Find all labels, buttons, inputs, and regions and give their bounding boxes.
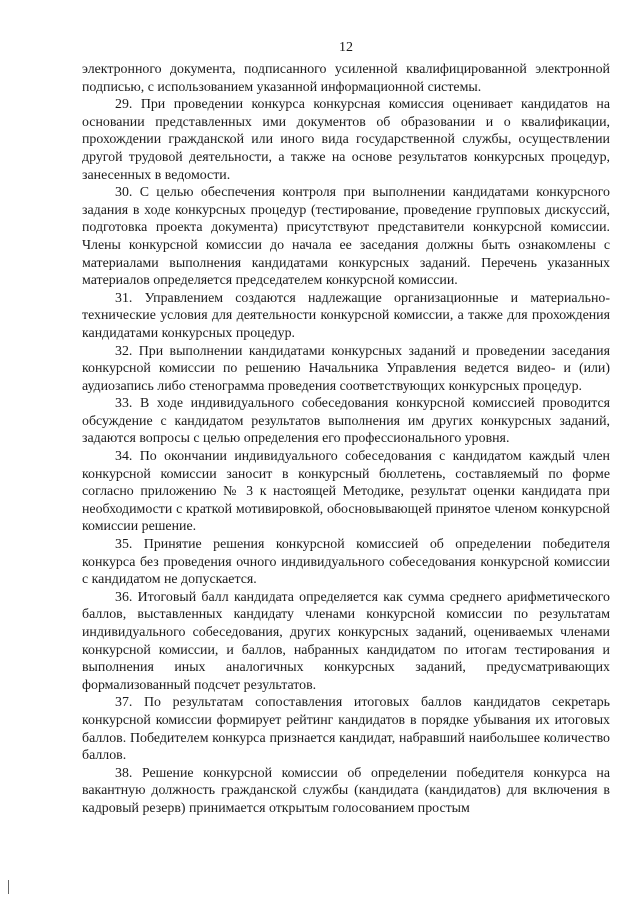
scan-margin-mark [8, 880, 9, 894]
paragraph-29: 29. При проведении конкурса конкурсная комиссия оценивает кандидатов на основании представленных ими документов об образовании и о квалификации, прохождении гражданской или иного вида государственной службы, осуществлении другой трудовой деятельности, а также на основе результатов конкурсных процедур, занесенных в ведомости. [82, 97, 610, 183]
page-number: 12 [339, 40, 353, 55]
paragraph-35: 35. Принятие решения конкурсной комиссией об определении победителя конкурса без проведения очного индивидуального собеседования конкурсной комиссии с кандидатом не допускается. [82, 537, 610, 588]
paragraph-31: 31. Управлением создаются надлежащие организационные и материально-технические условия для деятельности конкурсной комиссии, а также для прохождения кандидатами конкурсных процедур. [82, 290, 610, 341]
paragraph-continued: электронного документа, подписанного усиленной квалифицированной электронной подписью, с использованием указанной информационной системы. [82, 62, 610, 95]
paragraph-36: 36. Итоговый балл кандидата определяется как сумма среднего арифметического баллов, выставленных кандидату членами конкурсной комиссии по результатам индивидуального собеседования, других конкурсных заданий, оцениваемых членами конкурсной комиссии, и баллов, набранных кандидатом по итогам тестирования и выполнения иных аналогичных конкурсных заданий, предусматривающих формализованный подсчет результатов. [82, 589, 610, 693]
paragraph-32: 32. При выполнении кандидатами конкурсных заданий и проведении заседания конкурсной комиссии по решению Начальника Управления ведется видео- и (или) аудиозапись либо стенограмма проведения соответствующих конкурсных процедур. [82, 343, 610, 394]
paragraph-33: 33. В ходе индивидуального собеседования конкурсной комиссией проводится обсуждение с кандидатом результатов выполнения им других конкурсных заданий, задаются вопросы с целью определения его профессионального уровня. [82, 396, 610, 447]
paragraph-30: 30. С целью обеспечения контроля при выполнении кандидатами конкурсного задания в ходе конкурсных процедур (тестирование, проведение групповых дискуссий, подготовка проекта документа) присутствуют представители конкурсной комиссии. Члены конкурсной комиссии до начала ее заседания должны быть ознакомлены с материалами выполнения кандидатами конкурсных заданий. Перечень указанных материалов определяется председателем конкурсной комиссии. [82, 185, 610, 289]
paragraph-34: 34. По окончании индивидуального собеседования с кандидатом каждый член конкурсной комиссии заносит в конкурсный бюллетень, составляемый по форме согласно приложению № 3 к настоящей Методике, результат оценки кандидата при необходимости с краткой мотивировкой, обосновывающей принятое членом конкурсной комиссии решение. [82, 449, 610, 535]
document-body [82, 61, 610, 818]
document-page [82, 0, 610, 905]
paragraph-37: 37. По результатам сопоставления итоговых баллов кандидатов секретарь конкурсной комиссии формирует рейтинг кандидатов в порядке убывания их итоговых баллов. Победителем конкурса признается кандидат, набравший наибольшее количество баллов. [82, 695, 610, 764]
paragraph-38: 38. Решение конкурсной комиссии об определении победителя конкурса на вакантную должность гражданской службы (кандидата (кандидатов) для включения в кадровый резерв) принимается открытым голосованием простым [82, 765, 610, 816]
